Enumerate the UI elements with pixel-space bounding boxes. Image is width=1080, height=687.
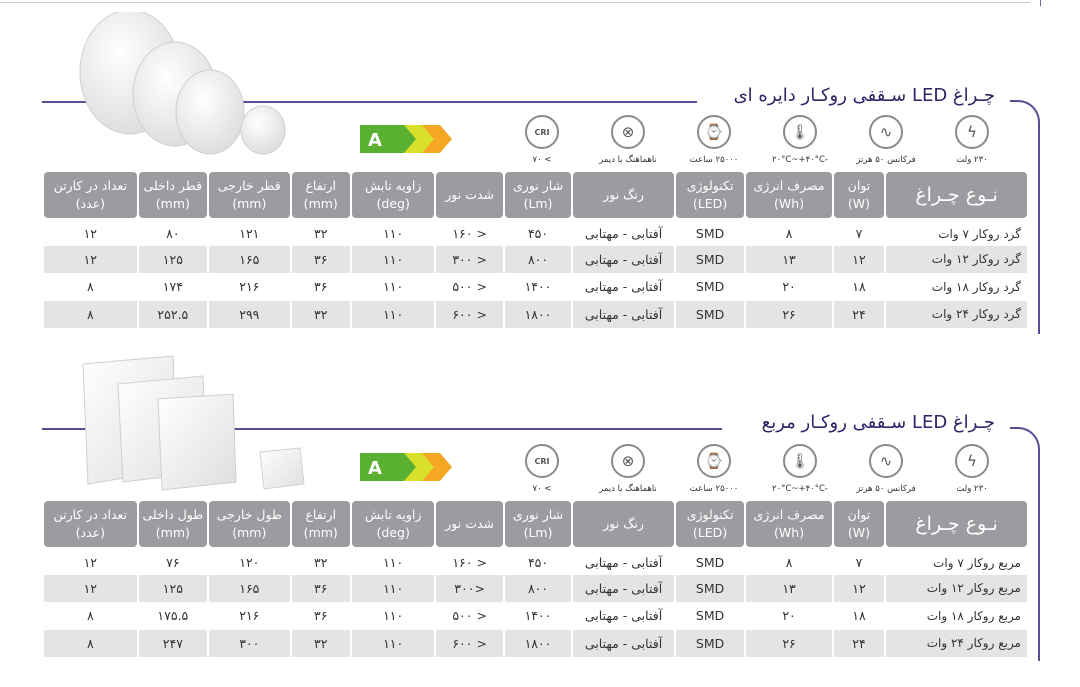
wave-icon: ∿	[869, 115, 903, 149]
table-cell: ۱۲۵	[139, 575, 207, 603]
column-header: تکنولوژی (LED)	[676, 172, 744, 218]
table-cell: ۳۶	[292, 246, 350, 274]
feature-icons	[499, 444, 1015, 494]
frequency-label: فرکانس ۵۰ هرتز	[856, 484, 916, 494]
frequency-feature	[843, 115, 929, 165]
column-header: رنگ نور	[573, 501, 674, 547]
table-row	[44, 575, 1027, 603]
column-header: ارتفاع (mm)	[292, 501, 350, 547]
table-header-row	[44, 172, 1027, 218]
column-header: ارتفاع (mm)	[292, 172, 350, 218]
lifetime-label: ۲۵۰۰۰ ساعت	[689, 484, 739, 494]
table-cell: آفتابی - مهتابی	[584, 608, 663, 624]
column-header: توان (W)	[834, 172, 884, 218]
table-row	[44, 301, 1027, 329]
right-rule	[1038, 449, 1040, 661]
no-dimmer-icon: ⊗	[611, 444, 645, 478]
column-header: تعداد در کارتن (عدد)	[44, 172, 137, 218]
table-cell: ۱۲	[834, 246, 884, 274]
table-cell: ۴۵۰	[527, 555, 549, 571]
table-cell: ۱۱۰	[352, 630, 435, 658]
column-header: تعداد در کارتن (عدد)	[44, 501, 137, 547]
table-cell: ۲۶	[746, 630, 832, 658]
wave-icon: ∿	[869, 444, 903, 478]
temperature-feature	[757, 444, 843, 494]
column-header: شدت نور	[436, 501, 502, 547]
table-cell: SMD	[676, 575, 744, 603]
table-cell: ۳۲	[292, 301, 350, 329]
voltage-label: ۲۳۰ ولت	[956, 484, 988, 494]
section-title: چـراغ LED سـقفی روکـار دایره ای	[733, 85, 995, 106]
table-cell: ۱۱۰	[383, 555, 404, 571]
dimmer-label: ناهماهنگ با دیمر	[599, 484, 657, 494]
clock-icon: ⌚	[697, 115, 731, 149]
lifetime-feature	[671, 444, 757, 494]
feature-icons	[499, 115, 1015, 165]
table-cell: ۱۱۰	[352, 246, 435, 274]
table-cell: ۲۰	[782, 608, 796, 624]
table-cell: SMD	[695, 279, 725, 295]
table-cell: ۱۶۵	[209, 246, 290, 274]
lightning-icon: ϟ	[955, 444, 989, 478]
temperature-label: -۲۰°C~+۴۰°C	[772, 155, 828, 165]
table-cell: ۷۶	[166, 555, 180, 571]
cri-icon: CRI	[525, 115, 559, 149]
table-cell: آفتابی - مهتابی	[573, 630, 674, 658]
table-cell: ۱۲	[44, 246, 137, 274]
cri-label: > ۷۰	[532, 155, 552, 165]
table-cell: ۱۷۵.۵	[157, 608, 189, 624]
column-header: تکنولوژی (LED)	[676, 501, 744, 547]
product-name-cell: مربع روکار ۷ وات	[933, 555, 1021, 570]
lightning-icon: ϟ	[955, 115, 989, 149]
right-rule	[1038, 122, 1040, 334]
column-header: زاویه تابش (deg)	[352, 172, 435, 218]
product-name-cell: گرد روکار ۷ وات	[938, 226, 1021, 241]
round-section	[0, 0, 1080, 340]
table-cell: ۲۰	[782, 279, 796, 295]
table-cell: SMD	[695, 226, 725, 242]
column-header: توان (W)	[834, 501, 884, 547]
table-cell: ۱۲	[44, 575, 137, 603]
product-name-cell: گرد روکار ۲۴ وات	[886, 301, 1027, 329]
table-cell: ۴۵۰	[527, 226, 549, 242]
energy-class-text: A	[368, 458, 382, 479]
table-cell: < ۶۰۰	[436, 301, 502, 329]
table-cell: ۸۰۰	[505, 246, 571, 274]
table-cell: ۱۱۰	[383, 608, 404, 624]
voltage-feature	[929, 444, 1015, 494]
column-header: شدت نور	[436, 172, 502, 218]
table-cell: ۸	[44, 630, 137, 658]
table-cell: ۱۳	[746, 575, 832, 603]
cri-feature	[499, 115, 585, 165]
thermometer-icon: 🌡	[783, 115, 817, 149]
table-cell: آفتابی - مهتابی	[573, 575, 674, 603]
table-cell: < ۶۰۰	[436, 630, 502, 658]
table-cell: ۱۳	[746, 246, 832, 274]
table-cell: ۲۱۶	[239, 279, 260, 295]
table-row	[44, 602, 1027, 630]
table-cell: ۲۴	[834, 301, 884, 329]
table-row	[44, 547, 1027, 575]
square-section	[0, 340, 1080, 670]
table-cell: SMD	[695, 555, 725, 571]
table-cell: ۱۲۱	[239, 226, 260, 242]
column-header: مصرف انرژی (Wh)	[746, 172, 832, 218]
round-spec-table	[42, 172, 1029, 328]
table-cell: آفتابی - مهتابی	[573, 301, 674, 329]
product-name-cell: مربع روکار ۱۲ وات	[886, 575, 1027, 603]
product-name-cell: مربع روکار ۱۸ وات	[926, 608, 1021, 623]
table-cell: ۲۴۷	[139, 630, 207, 658]
table-cell: ۱۸۰۰	[505, 630, 571, 658]
table-cell: < ۳۰۰	[436, 246, 502, 274]
table-cell: ۸	[785, 555, 793, 571]
column-header: قطر خارجی (mm)	[209, 172, 290, 218]
column-header: زاویه تابش (deg)	[352, 501, 435, 547]
table-cell: ۱۱۰	[383, 226, 404, 242]
column-header: قطر داخلی (mm)	[139, 172, 207, 218]
table-cell: ۳۶	[314, 608, 328, 624]
energy-class-label	[360, 453, 455, 481]
table-cell: ۲۴	[834, 630, 884, 658]
column-header: نـوع چـراغ	[886, 501, 1027, 547]
table-cell: ۱۶۵	[209, 575, 290, 603]
table-cell: ۳۲	[292, 630, 350, 658]
table-cell: آفتابی - مهتابی	[573, 246, 674, 274]
table-cell: ۲۹۹	[209, 301, 290, 329]
no-dimmer-icon: ⊗	[611, 115, 645, 149]
table-cell: ۷	[855, 555, 863, 571]
lifetime-label: ۲۵۰۰۰ ساعت	[689, 155, 739, 165]
column-header: طول خارجی (mm)	[209, 501, 290, 547]
square-spec-table	[42, 501, 1029, 657]
table-cell: SMD	[676, 301, 744, 329]
table-cell: ۱۱۰	[352, 301, 435, 329]
table-cell: < ۵۰۰	[452, 279, 487, 295]
column-header: نـوع چـراغ	[886, 172, 1027, 218]
energy-class-text: A	[368, 130, 382, 151]
table-cell: <۳۰۰	[436, 575, 502, 603]
table-cell: < ۱۶۰	[452, 555, 487, 571]
column-header: رنگ نور	[573, 172, 674, 218]
cri-label: > ۷۰	[532, 484, 552, 494]
table-cell: ۳۶	[292, 575, 350, 603]
table-cell: ۲۶	[746, 301, 832, 329]
product-name-cell: گرد روکار ۱۸ وات	[931, 279, 1021, 294]
dimmer-feature	[585, 444, 671, 494]
table-row	[44, 246, 1027, 274]
table-cell: ۲۵۲.۵	[139, 301, 207, 329]
frequency-feature	[843, 444, 929, 494]
product-name-cell: گرد روکار ۱۲ وات	[886, 246, 1027, 274]
table-cell: ۸	[44, 301, 137, 329]
table-cell: ۳۲	[314, 555, 328, 571]
table-cell: ۸	[86, 608, 94, 624]
voltage-label: ۲۳۰ ولت	[956, 155, 988, 165]
cri-feature	[499, 444, 585, 494]
round-panel-product-image	[75, 12, 305, 162]
energy-class-label	[360, 125, 455, 153]
cri-icon: CRI	[525, 444, 559, 478]
table-row	[44, 630, 1027, 658]
table-cell: ۱۱۰	[352, 575, 435, 603]
table-header-row	[44, 501, 1027, 547]
table-cell: ۸۰	[166, 226, 180, 242]
table-cell: SMD	[676, 246, 744, 274]
table-cell: ۱۲۵	[139, 246, 207, 274]
table-cell: ۱۸۰۰	[505, 301, 571, 329]
table-cell: ۳۲	[314, 226, 328, 242]
table-cell: ۸	[86, 279, 94, 295]
dimmer-feature	[585, 115, 671, 165]
lifetime-feature	[671, 115, 757, 165]
voltage-feature	[929, 115, 1015, 165]
thermometer-icon: 🌡	[783, 444, 817, 478]
product-name-cell: مربع روکار ۲۴ وات	[886, 630, 1027, 658]
column-header: طول داخلی (mm)	[139, 501, 207, 547]
table-cell: < ۵۰۰	[452, 608, 487, 624]
table-cell: ۱۲	[83, 226, 98, 242]
table-cell: ۱۴۰۰	[524, 608, 552, 624]
table-cell: آفتابی - مهتابی	[584, 555, 663, 571]
column-header: شار نوری (Lm)	[505, 172, 571, 218]
table-cell: ۳۰۰	[209, 630, 290, 658]
clock-icon: ⌚	[697, 444, 731, 478]
table-cell: ۱۲۰	[239, 555, 260, 571]
section-title: چـراغ LED سـقفی روکـار مربع	[761, 412, 995, 433]
table-cell: ۱۸	[852, 608, 866, 624]
table-row	[44, 218, 1027, 246]
square-panel-product-image	[78, 354, 318, 499]
table-cell: ۱۱۰	[383, 279, 404, 295]
table-cell: آفتابی - مهتابی	[584, 226, 663, 242]
table-row	[44, 273, 1027, 301]
table-cell: ۲۱۶	[239, 608, 260, 624]
temperature-feature	[757, 115, 843, 165]
dimmer-label: ناهماهنگ با دیمر	[599, 155, 657, 165]
table-cell: SMD	[676, 630, 744, 658]
table-cell: ۱۲	[834, 575, 884, 603]
table-cell: ۸۰۰	[505, 575, 571, 603]
frequency-label: فرکانس ۵۰ هرتز	[856, 155, 916, 165]
table-cell: ۷	[855, 226, 863, 242]
column-header: شار نوری (Lm)	[505, 501, 571, 547]
table-cell: ۱۲	[83, 555, 98, 571]
table-cell: ۱۸	[852, 279, 866, 295]
column-header: مصرف انرژی (Wh)	[746, 501, 832, 547]
table-cell: آفتابی - مهتابی	[584, 279, 663, 295]
table-cell: ۸	[785, 226, 793, 242]
table-cell: SMD	[695, 608, 725, 624]
table-cell: ۳۶	[314, 279, 328, 295]
table-cell: ۱۴۰۰	[524, 279, 552, 295]
temperature-label: -۲۰°C~+۴۰°C	[772, 484, 828, 494]
table-cell: < ۱۶۰	[452, 226, 487, 242]
table-cell: ۱۷۴	[162, 279, 183, 295]
